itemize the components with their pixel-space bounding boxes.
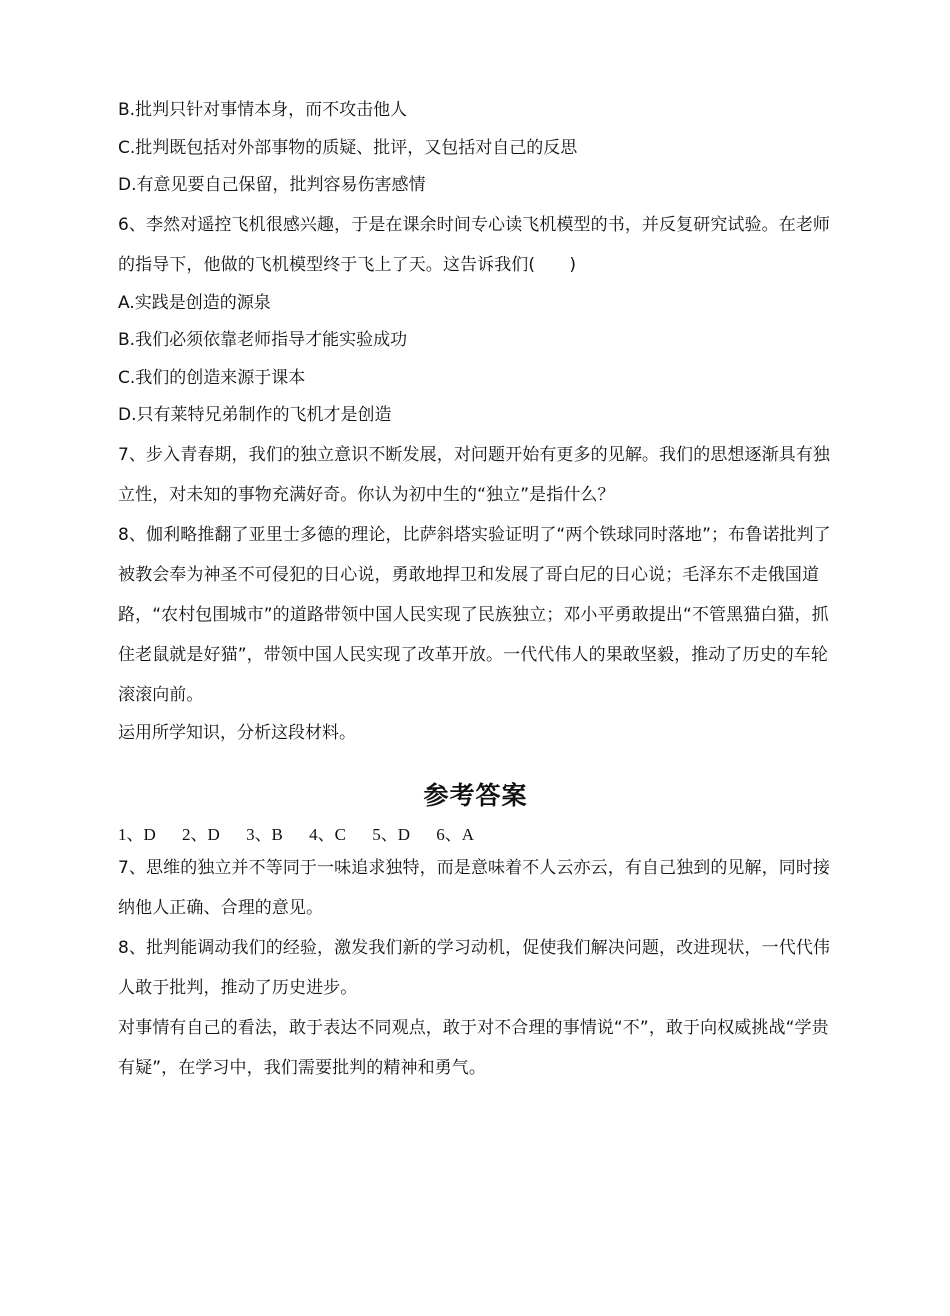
answer-key-item: 1、D — [118, 825, 156, 844]
answer-key-row — [118, 822, 833, 848]
q6-option-b: B.我们必须依靠老师指导才能实验成功 — [118, 330, 408, 350]
answer-8-part2: 对事情有自己的看法，敢于表达不同观点，敢于对不合理的事情说“不”，敢于向权威挑战“学贵有疑”，在学习中，我们需要批判的精神和勇气。 — [118, 1018, 829, 1078]
document-page — [118, 92, 833, 1088]
answer-key-title: 参考答案 — [423, 781, 528, 810]
answer-7: 7、思维的独立并不等同于一味追求独特，而是意味着不人云亦云，有自己独到的见解，同时接纳他人正确、合理的意见。 — [118, 858, 831, 918]
answer-key-item: 3、B — [246, 825, 283, 844]
q6-stem: 6、李然对遥控飞机很感兴趣，于是在课余时间专心读飞机模型的书，并反复研究试验。在老师的指导下，他做的飞机模型终于飞上了天。这告诉我们( ) — [118, 214, 831, 275]
answer-key-item: 5、D — [372, 825, 411, 844]
q5-option-d: D.有意见要自己保留，批判容易伤害感情 — [118, 175, 426, 195]
answer-key-item: 2、D — [182, 825, 220, 844]
q6-option-c: C.我们的创造来源于课本 — [118, 367, 306, 388]
answer-key-item: 4、C — [309, 825, 346, 844]
answer-8-part1: 8、批判能调动我们的经验，激发我们新的学习动机，促使我们解决问题，改进现状，一代代伟人敢于批判，推动了历史进步。 — [118, 938, 831, 998]
q6-option-d: D.只有莱特兄弟制作的飞机才是创造 — [118, 405, 392, 425]
answer-key-item: 6、A — [436, 825, 475, 844]
q8-stem: 8、伽利略推翻了亚里士多德的理论，比萨斜塔实验证明了“两个铁球同时落地”；布鲁诺批判了被教会奉为神圣不可侵犯的日心说，勇敢地捍卫和发展了哥白尼的日心说；毛泽东不走俄国道路，“农村包围城市”的道路带领中国人民实现了民族独立；邓小平勇敢提出“不管黑猫白猫，抓住老鼠就是好猫”，带领中国人民实现了改革开放。一代代伟人的果敢坚毅，推动了历史的车轮滚滚向前。 — [118, 524, 831, 705]
q8-task: 运用所学知识，分析这段材料。 — [118, 722, 356, 743]
q7-stem: 7、步入青春期，我们的独立意识不断发展，对问题开始有更多的见解。我们的思想逐渐具有独立性，对未知的事物充满好奇。你认为初中生的“独立”是指什么？ — [118, 444, 831, 505]
q6-option-a: A.实践是创造的源泉 — [118, 292, 271, 313]
q5-option-c: C.批判既包括对外部事物的质疑、批评，又包括对自己的反思 — [118, 137, 578, 158]
q5-option-b: B.批判只针对事情本身，而不攻击他人 — [118, 100, 408, 120]
